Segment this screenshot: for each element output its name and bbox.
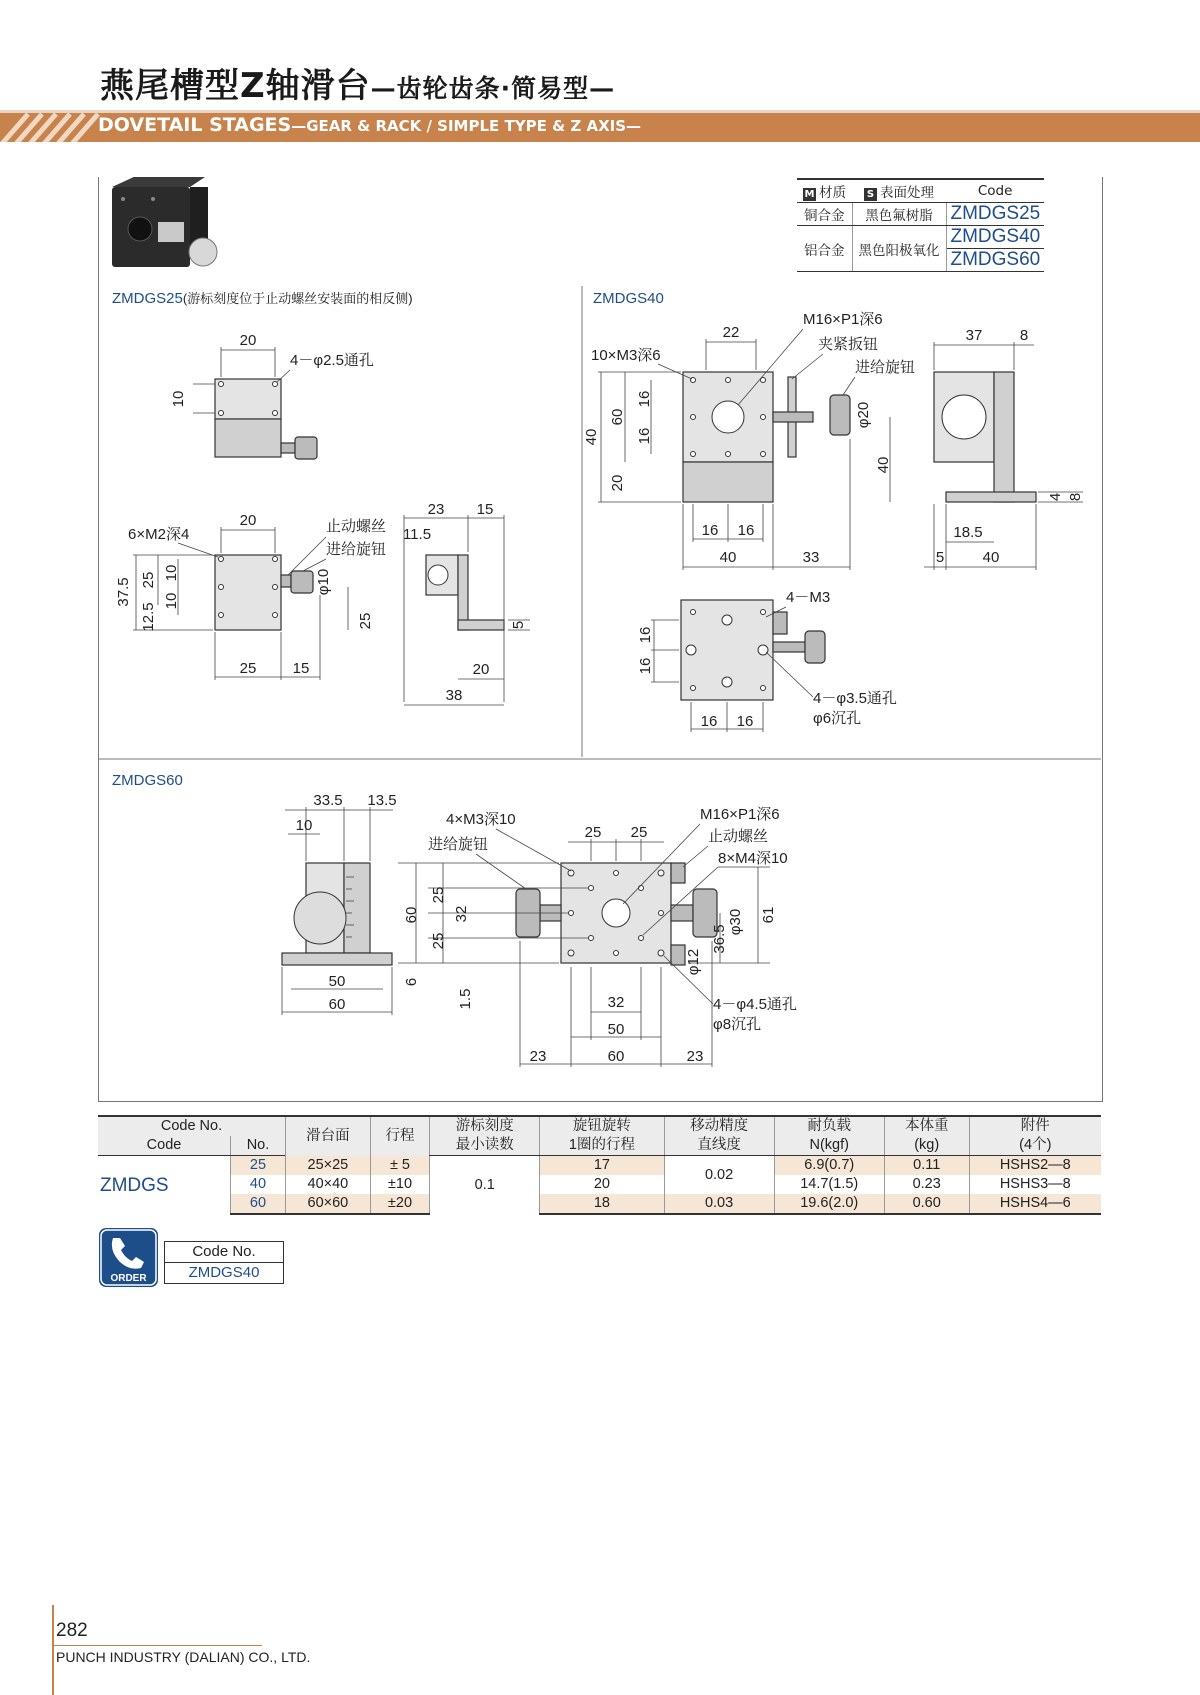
- title-sub: —齿轮齿条·简易型—: [370, 74, 616, 103]
- dim-label: 16: [637, 657, 654, 675]
- slide-face-header: 滑台面: [286, 1116, 371, 1156]
- dim-label: 20: [239, 512, 257, 529]
- zmdgs40-bottom-view: [637, 589, 897, 732]
- dim-label: 4－φ4.5通孔: [713, 996, 797, 1013]
- dim-label: 进给旋钮: [326, 541, 387, 558]
- company-name: PUNCH INDUSTRY (DALIAN) CO., LTD.: [56, 1649, 311, 1665]
- dim-label: φ30: [727, 908, 744, 936]
- knob-header: 旋钮旋转: [540, 1116, 664, 1136]
- dim-label: 4－φ2.5通孔: [290, 352, 374, 369]
- dim-label: 32: [607, 994, 625, 1011]
- dim-label: 37.5: [115, 577, 132, 607]
- dim-label: 4: [1047, 492, 1064, 502]
- page-title: [100, 58, 615, 107]
- dim-label: 25: [584, 824, 602, 841]
- dim-label: 5: [935, 549, 945, 566]
- no-cell: 25: [231, 1156, 286, 1176]
- dim-label: 夹紧扳钮: [818, 336, 879, 353]
- order-code-label: Code No.: [165, 1242, 284, 1263]
- dim-label: 60: [328, 996, 346, 1013]
- knob-header-2: 1圈的行程: [540, 1136, 664, 1156]
- dim-label: 40: [719, 549, 737, 566]
- dim-label: 16: [636, 427, 653, 445]
- dim-label: 6: [403, 977, 420, 987]
- dim-label: 8: [1067, 492, 1084, 502]
- load-cell: 14.7(1.5): [774, 1175, 884, 1194]
- dim-label: 36.5: [711, 924, 728, 954]
- order-table: [164, 1241, 284, 1284]
- accuracy-cell: 0.03: [664, 1194, 774, 1214]
- table-row: [98, 1156, 1101, 1176]
- dim-label: 16: [637, 626, 654, 644]
- weight-cell: 0.23: [884, 1175, 969, 1194]
- order-code-value[interactable]: ZMDGS40: [165, 1263, 284, 1284]
- code-header: Code: [946, 179, 1044, 203]
- dim-label: M16×P1深6: [700, 806, 780, 823]
- dim-label: 16: [700, 713, 718, 730]
- zmdgs25-side-view: [403, 501, 530, 705]
- dim-label: 22: [722, 324, 740, 341]
- dim-label: 33.5: [313, 792, 343, 809]
- table-row: [98, 1175, 1101, 1194]
- load-header: 耐负载: [774, 1116, 884, 1136]
- dim-label: 20: [239, 332, 257, 349]
- dim-label: 6×M2深4: [128, 526, 190, 543]
- face-cell: 25×25: [286, 1156, 371, 1176]
- banner-title: [98, 114, 641, 136]
- code-header: Code: [98, 1136, 231, 1156]
- zmdgs25-title: ZMDGS25(游标刻度位于止动螺丝安装面的相反侧): [112, 290, 413, 307]
- dim-label: 10: [295, 817, 313, 834]
- accuracy-cell: 0.02: [664, 1156, 774, 1195]
- load-header-2: N(kgf): [774, 1136, 884, 1156]
- dim-label: 4×M3深10: [446, 811, 516, 828]
- banner-main: DOVETAIL STAGES: [98, 114, 292, 136]
- dim-label: 1.5: [457, 988, 474, 1010]
- zmdgs25-top-view: [170, 332, 374, 459]
- dim-label: 12.5: [140, 602, 157, 632]
- dim-label: 38: [445, 687, 463, 704]
- accessory-header: 附件: [969, 1116, 1101, 1136]
- dim-label: M16×P1深6: [803, 311, 883, 328]
- dim-label: 25: [430, 932, 447, 950]
- surface-cell: 黑色氟树脂: [852, 203, 946, 226]
- zmdgs60-title: ZMDGS60: [112, 772, 183, 789]
- dim-label: 15: [476, 501, 494, 518]
- dim-label: 23: [529, 1048, 547, 1065]
- face-cell: 60×60: [286, 1194, 371, 1214]
- dim-label: 50: [607, 1021, 625, 1038]
- dim-label: 止动螺丝: [326, 518, 387, 535]
- dim-label: 25: [630, 824, 648, 841]
- material-label: 材质: [819, 185, 846, 201]
- dim-label: 32: [453, 905, 470, 923]
- dim-label: φ12: [685, 948, 702, 976]
- vernier-header: 游标刻度: [430, 1116, 540, 1136]
- dim-label: 16: [736, 713, 754, 730]
- accessory-cell: HSHS4—6: [969, 1194, 1101, 1214]
- code-no-header: Code No.: [98, 1116, 286, 1136]
- material-badge-icon: M: [804, 189, 815, 200]
- dim-label: 20: [609, 474, 626, 492]
- load-cell: 6.9(0.7): [774, 1156, 884, 1176]
- dim-label: 25: [239, 660, 257, 677]
- weight-cell: 0.11: [884, 1156, 969, 1176]
- dim-label: 33: [802, 549, 820, 566]
- dim-label: 8: [1019, 327, 1029, 344]
- order-icon-label: ORDER: [110, 1273, 147, 1284]
- code-link[interactable]: ZMDGS40: [946, 226, 1044, 249]
- zmdgs60-front-view: [398, 806, 797, 1067]
- surface-label: 表面处理: [880, 185, 934, 201]
- dim-label: 25: [357, 612, 374, 630]
- travel-header: 行程: [370, 1116, 429, 1156]
- dim-label: 10: [163, 564, 180, 582]
- dim-label: 37: [965, 327, 983, 344]
- dim-label: 16: [701, 522, 719, 539]
- accessory-cell: HSHS2—8: [969, 1156, 1101, 1176]
- dim-label: 进给旋钮: [855, 359, 916, 376]
- zmdgs40-front-view: [583, 311, 915, 570]
- accuracy-header-2: 直线度: [664, 1136, 774, 1156]
- accuracy-header: 移动精度: [664, 1116, 774, 1136]
- dim-label: 40: [982, 549, 1000, 566]
- dim-label: 60: [403, 906, 420, 924]
- dim-label: 18.5: [953, 524, 983, 541]
- dim-label: 8×M4深10: [718, 850, 788, 867]
- zmdgs25-front-view: [115, 512, 386, 680]
- face-cell: 40×40: [286, 1175, 371, 1194]
- dim-label: 4－M3: [786, 589, 831, 606]
- travel-cell: ±20: [370, 1194, 429, 1214]
- weight-header-2: (kg): [884, 1136, 969, 1156]
- load-cell: 19.6(2.0): [774, 1194, 884, 1214]
- zmdgs40-side-view: [924, 327, 1084, 570]
- dim-label: 止动螺丝: [708, 828, 769, 845]
- footer-divider: [52, 1605, 54, 1695]
- no-header: No.: [231, 1136, 286, 1156]
- spec-header-row: [98, 1136, 1101, 1156]
- product-photo: [112, 177, 217, 267]
- dim-label: 40: [583, 428, 600, 446]
- footer-divider: [52, 1645, 262, 1646]
- dim-label: 25: [140, 571, 157, 589]
- surface-badge-icon: S: [864, 188, 877, 201]
- order-icon[interactable]: [99, 1228, 158, 1287]
- knob-cell: 18: [540, 1194, 664, 1214]
- page-number: 282: [56, 1620, 88, 1641]
- material-cell: 铝合金: [797, 226, 852, 272]
- dim-label: 20: [472, 661, 490, 678]
- travel-cell: ± 5: [370, 1156, 429, 1176]
- code-link[interactable]: ZMDGS60: [946, 249, 1044, 272]
- phone-icon: [99, 1228, 158, 1287]
- dim-label: 16: [737, 522, 755, 539]
- dim-label: 50: [328, 973, 346, 990]
- spec-table: [98, 1115, 1101, 1215]
- material-cell: 铜合金: [797, 203, 852, 226]
- dim-label: 进给旋钮: [428, 836, 489, 853]
- travel-cell: ±10: [370, 1175, 429, 1194]
- vernier-header-2: 最小读数: [430, 1136, 540, 1156]
- accessory-cell: HSHS3—8: [969, 1175, 1101, 1194]
- dim-label: φ8沉孔: [713, 1016, 762, 1033]
- table-row: [98, 1194, 1101, 1214]
- zmdgs40-title: ZMDGS40: [593, 290, 664, 307]
- no-cell: 40: [231, 1175, 286, 1194]
- dim-label: 60: [607, 1048, 625, 1065]
- dim-label: 60: [609, 408, 626, 426]
- dim-label: 40: [875, 456, 892, 474]
- spec-header-row: [98, 1116, 1101, 1136]
- dim-label: 4－φ3.5通孔: [813, 690, 897, 707]
- dim-label: 10: [163, 592, 180, 610]
- dim-label: 10: [170, 390, 187, 408]
- weight-header: 本体重: [884, 1116, 969, 1136]
- dim-label: 13.5: [367, 792, 397, 809]
- knob-cell: 17: [540, 1156, 664, 1176]
- dim-label: 10×M3深6: [591, 347, 661, 364]
- accessory-header-2: (4个): [969, 1136, 1101, 1156]
- vernier-cell: 0.1: [430, 1156, 540, 1215]
- dim-label: φ10: [315, 568, 332, 596]
- dim-label: 16: [636, 390, 653, 408]
- dim-label: 61: [760, 906, 777, 924]
- banner-sub: —GEAR & RACK / SIMPLE TYPE & Z AXIS—: [291, 117, 642, 135]
- dim-label: 5: [510, 620, 527, 630]
- dim-label: 23: [686, 1048, 704, 1065]
- dim-label: 23: [427, 501, 445, 518]
- dim-label: φ6沉孔: [813, 710, 862, 727]
- dim-label: 15: [292, 660, 310, 677]
- knob-cell: 20: [540, 1175, 664, 1194]
- weight-cell: 0.60: [884, 1194, 969, 1214]
- technical-drawings: [98, 177, 1101, 1101]
- no-cell: 60: [231, 1194, 286, 1214]
- zmdgs60-side-view: [282, 792, 397, 1015]
- dim-label: 11.5: [402, 526, 432, 543]
- title-main: 燕尾槽型Z轴滑台: [100, 66, 371, 106]
- dim-label: 25: [430, 886, 447, 904]
- surface-cell: 黑色阳极氧化: [852, 226, 946, 272]
- code-cell: ZMDGS: [100, 1174, 169, 1196]
- dim-label: φ20: [855, 401, 872, 429]
- code-link[interactable]: ZMDGS25: [946, 203, 1044, 226]
